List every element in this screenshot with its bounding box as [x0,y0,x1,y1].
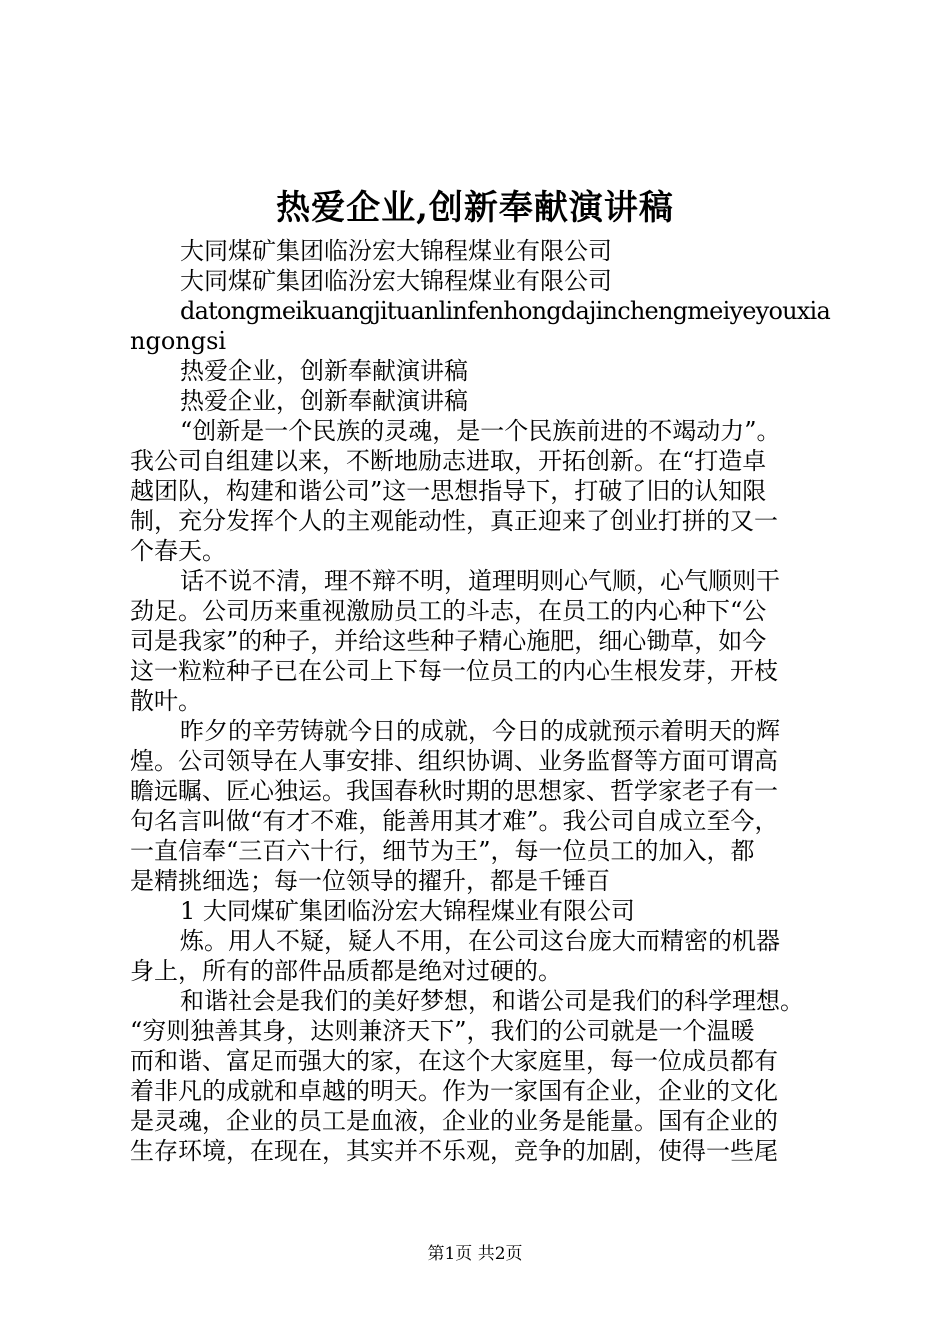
text-line: 一直信奉“三百六十行，细节为王”，每一位员工的加入，都 [130,837,755,865]
text-line: 个春天。 [130,537,226,565]
text-line: 和谐社会是我们的美好梦想，和谐公司是我们的科学理想。 [180,987,804,1015]
text-line: 而和谐、富足而强大的家，在这个大家庭里，每一位成员都有 [130,1047,778,1075]
text-line: 句名言叫做“有才不难，能善用其才难”。我公司自成立至今， [130,807,779,835]
text-line: 身上，所有的部件品质都是绝对过硬的。 [130,957,562,985]
document-body [130,236,830,1166]
text-line: 散叶。 [130,687,202,715]
text-line: 煌。公司领导在人事安排、组织协调、业务监督等方面可谓高 [130,747,778,775]
text-line: 越团队，构建和谐公司”这一思想指导下，打破了旧的认知限 [130,477,767,505]
text-line: 1 大同煤矿集团临汾宏大锦程煤业有限公司 [180,897,635,925]
text-line: 大同煤矿集团临汾宏大锦程煤业有限公司 [180,237,612,265]
text-line: ngongsi [130,327,227,355]
text-line: 司是我家”的种子，并给这些种子精心施肥，细心锄草，如今 [130,627,767,655]
text-line: 是精挑细选；每一位领导的擢升，都是千锤百 [130,867,610,895]
text-line: 大同煤矿集团临汾宏大锦程煤业有限公司 [180,267,612,295]
page-footer: 第1页 共2页 [427,1244,523,1264]
text-line: 热爱企业，创新奉献演讲稿 [180,357,468,385]
text-line: 这一粒粒种子已在公司上下每一位员工的内心生根发芽，开枝 [130,657,778,685]
text-line: 着非凡的成就和卓越的明天。作为一家国有企业，企业的文化 [130,1077,778,1105]
document-title: 热爱企业,创新奉献演讲稿 [276,188,674,228]
text-line: 瞻远瞩、匠心独运。我国春秋时期的思想家、哲学家老子有一 [130,777,778,805]
text-line: 热爱企业，创新奉献演讲稿 [180,387,468,415]
text-line: “创新是一个民族的灵魂，是一个民族前进的不竭动力”。 [180,417,781,445]
text-line: “穷则独善其身，达则兼济天下”，我们的公司就是一个温暖 [130,1017,755,1045]
text-line: 制，充分发挥个人的主观能动性，真正迎来了创业打拼的又一 [130,507,778,535]
text-line: 劲足。公司历来重视激励员工的斗志，在员工的内心种下“公 [130,597,767,625]
text-line: 生存环境，在现在，其实并不乐观，竞争的加剧，使得一些尾 [130,1137,778,1165]
text-line: 昨夕的辛劳铸就今日的成就，今日的成就预示着明天的辉 [180,717,780,745]
text-line: datongmeikuangjituanlinfenhongdajinchengmeiyeyouxia [180,297,830,325]
text-line: 我公司自组建以来，不断地励志进取，开拓创新。在“打造卓 [130,447,767,475]
text-line: 是灵魂，企业的员工是血液，企业的业务是能量。国有企业的 [130,1107,778,1135]
text-line: 炼。用人不疑，疑人不用，在公司这台庞大而精密的机器 [180,927,780,955]
text-line: 话不说不清，理不辩不明，道理明则心气顺，心气顺则干 [180,567,780,595]
